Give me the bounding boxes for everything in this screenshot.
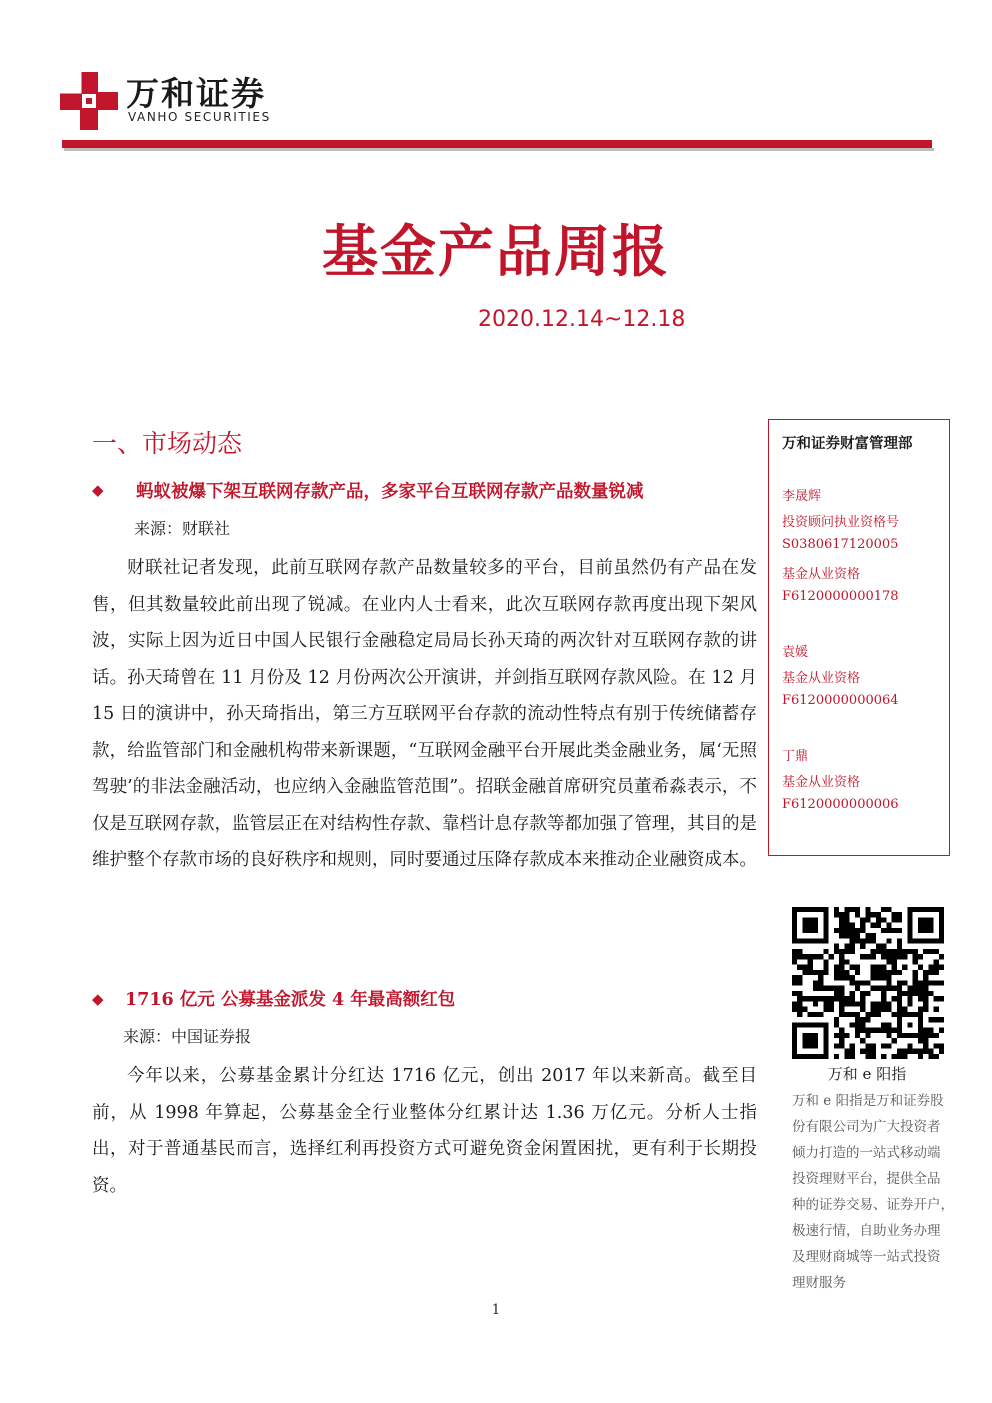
- qr-code-icon: [792, 907, 944, 1059]
- app-description-line: 极速行情，自助业务办理: [792, 1223, 941, 1239]
- report-date: 2020.12.14~12.18: [478, 307, 686, 332]
- qualification-label: 投资顾问执业资格号: [782, 515, 900, 530]
- bullet-icon: ◆: [92, 481, 104, 499]
- article-headline: 1716 亿元 公募基金派发 4 年最高额红包: [125, 990, 456, 1010]
- app-description-line: 倾力打造的一站式移动端: [792, 1145, 941, 1161]
- app-description-line: 投资理财平台，提供全品: [792, 1171, 941, 1187]
- page-number: 1: [491, 1302, 501, 1318]
- company-name-en: VANHO SECURITIES: [128, 110, 271, 124]
- qualification-number: S0380617120005: [782, 537, 899, 552]
- article-source: 来源：中国证券报: [123, 1027, 252, 1046]
- app-description-line: 种的证券交易、证券开户，: [792, 1197, 954, 1213]
- article-paragraph: 财联社记者发现，此前互联网存款产品数量较多的平台，目前虽然仍有产品在发售，但其数量较此前出现了锐减。在业内人士看来，此次互联网存款再度出现下架风波，实际上因为近日中国人民银行金融稳定局局长孙天琦的两次针对互联网存款的讲话。孙天琦曾在 11 月份及 12 月份两次公开演讲，并剑指互联网存款风险。在 12 月 15 日的演讲中，孙天琦指出，第三方互联网平台存款的流动性特点有别于传统储蓄存款，给监管部门和金融机构带来新课题，“互联网金融平台开展此类金融业务，属‘无照驾驶’的非法金融活动，也应纳入金融监管范围”。招联金融首席研究员董希淼表示，不仅是互联网存款，监管层正在对结构性存款、靠档计息存款等都加强了管理，其目的是维护整个存款市场的良好秩序和规则，同时要通过压降存款成本来推动企业融资成本。: [92, 558, 757, 870]
- app-description-line: 份有限公司为广大投资者: [792, 1119, 941, 1135]
- analyst-name: 丁鼎: [782, 749, 809, 764]
- qr-caption: 万和 e 阳指: [827, 1065, 907, 1083]
- bullet-icon: ◆: [92, 990, 104, 1008]
- article-headline: 蚂蚁被爆下架互联网存款产品，多家平台互联网存款产品数量锐减: [136, 482, 644, 502]
- company-name-cn: 万和证券: [126, 74, 266, 113]
- app-description-line: 万和 e 阳指是万和证券股: [792, 1093, 944, 1109]
- qualification-number: F6120000000064: [782, 693, 899, 708]
- qualification-number: F6120000000006: [782, 797, 899, 812]
- analyst-name: 李晟辉: [782, 489, 822, 504]
- app-description-line: 及理财商城等一站式投资: [792, 1249, 941, 1265]
- analyst-name: 袁媛: [782, 645, 809, 660]
- report-title: 基金产品周报: [322, 219, 670, 285]
- qualification-label: 基金从业资格: [782, 567, 861, 582]
- qualification-label: 基金从业资格: [782, 775, 861, 790]
- sidebar-title: 万和证券财富管理部: [782, 435, 913, 452]
- qualification-label: 基金从业资格: [782, 671, 861, 686]
- qualification-number: F6120000000178: [782, 589, 899, 604]
- app-description: [792, 1088, 964, 1296]
- article-source: 来源：财联社: [134, 519, 231, 538]
- article-paragraph: 今年以来，公募基金累计分红达 1716 亿元，创出 2017 年以来新高。截至目前，从 1998 年算起，公募基金全行业整体分红累计达 1.36 万亿元。分析人士指出，对于普通基民而言，选择红利再投资方式可避免资金闲置困扰，更有利于长期投资。: [92, 1066, 757, 1196]
- app-description-line: 理财服务: [792, 1275, 846, 1291]
- company-logo-icon: [58, 70, 120, 132]
- section-heading: 一、市场动态: [92, 429, 243, 458]
- header-divider-shadow: [64, 148, 934, 151]
- header-divider: [62, 140, 932, 148]
